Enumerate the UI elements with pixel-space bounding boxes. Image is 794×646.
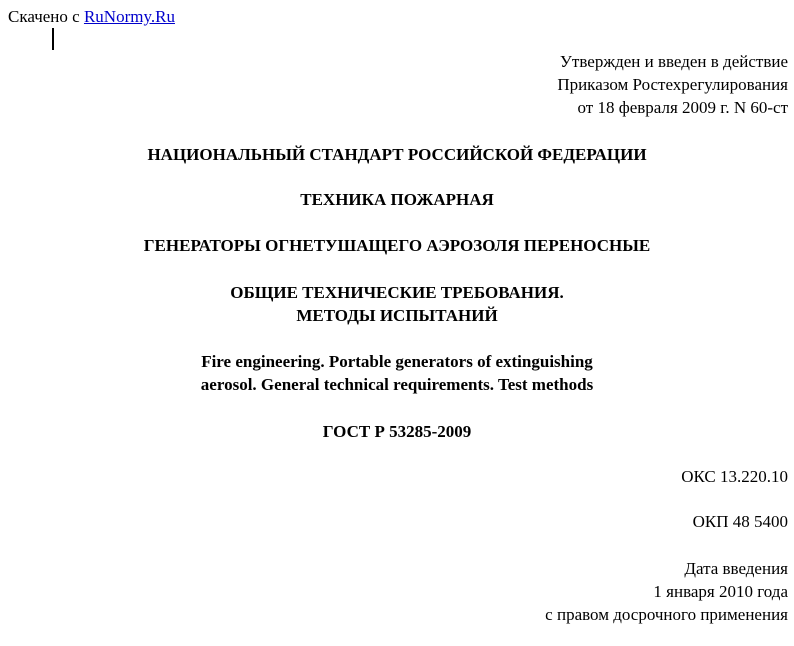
gost-code: ГОСТ Р 53285-2009 (322, 422, 472, 441)
approval-line-1: Утвержден и введен в действие (559, 52, 788, 71)
approval-line-3: от 18 февраля 2009 г. N 60-ст (577, 98, 788, 117)
generators-heading: ГЕНЕРАТОРЫ ОГНЕТУШАЩЕГО АЭРОЗОЛЯ ПЕРЕНОСНЫЕ (143, 236, 651, 255)
national-standard-heading: НАЦИОНАЛЬНЫЙ СТАНДАРТ РОССИЙСКОЙ ФЕДЕРАЦИИ (147, 145, 647, 164)
text-cursor (52, 28, 54, 50)
introduction-note: с правом досрочного применения (545, 605, 788, 624)
download-source-line (8, 5, 175, 28)
requirements-heading-line-2: МЕТОДЫ ИСПЫТАНИЙ (296, 306, 498, 325)
okp-code: ОКП 48 5400 (692, 512, 788, 531)
download-source-prefix: Скачено с (8, 7, 80, 26)
fire-equipment-heading: ТЕХНИКА ПОЖАРНАЯ (300, 190, 494, 209)
oks-code: ОКС 13.220.10 (681, 467, 788, 486)
english-title-line-2: aerosol. General technical requirements. Test methods (200, 375, 594, 394)
english-title-line-1: Fire engineering. Portable generators of extinguishing (201, 352, 593, 371)
approval-line-2: Приказом Ростехрегулирования (557, 75, 788, 94)
introduction-date: 1 января 2010 года (653, 582, 788, 601)
requirements-heading-line-1: ОБЩИЕ ТЕХНИЧЕСКИЕ ТРЕБОВАНИЯ. (230, 283, 564, 302)
introduction-label: Дата введения (684, 559, 788, 578)
runormy-link[interactable]: RuNormy.Ru (83, 7, 175, 26)
